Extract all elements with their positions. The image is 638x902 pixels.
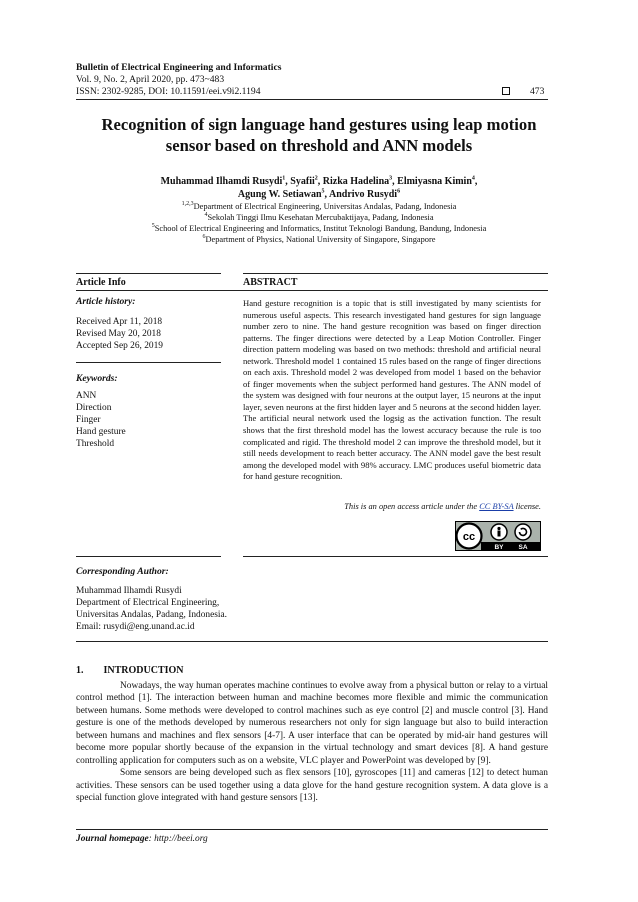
corresponding-author-name: Muhammad Ilhamdi Rusydi (76, 586, 182, 596)
intro-paragraph-2: Some sensors are being developed such as flex sensors [10], gyroscopes [11] and cameras [12] to detect human activities. These sensors can be used together using a data glove for the hand gesture recognition system. A data glove is a special function glove integrated with hand gesture sensors [13]. (76, 768, 548, 804)
front-matter-bottom-rule (76, 641, 548, 642)
affiliation-2-text: Sekolah Tinggi Ilmu Kesehatan Mercubaktijaya, Padang, Indonesia (207, 213, 434, 222)
history-rule (76, 362, 221, 363)
license-statement (243, 502, 541, 511)
author-5: Agung W. Setiawan (237, 189, 322, 200)
affiliation-2 (60, 212, 578, 223)
keyword-item: Finger (76, 415, 101, 425)
cc-sa-label: SA (518, 544, 528, 551)
introduction-body (76, 680, 548, 805)
license-prefix: This is an open access article under the (344, 502, 480, 511)
paper-title-line2: sensor based on threshold and ANN models (165, 136, 473, 155)
page-number: 473 (530, 86, 545, 97)
journal-name: Bulletin of Electrical Engineering and Informatics (76, 62, 282, 73)
keyword-item: ANN (76, 391, 97, 401)
abstract-bottom-rule (243, 556, 548, 557)
affiliation-4-sup: 6 (202, 234, 206, 241)
paper-title-line1: Recognition of sign language hand gestures using leap motion (101, 115, 537, 134)
author-3-sup: 3 (389, 175, 393, 182)
cc-by-sa-link[interactable]: CC BY-SA (479, 502, 514, 511)
intro-paragraph-1: Nowadays, the way human operates machine continues to evolve away from a physical button or relay to a virtual control method [1]. The interaction between human and machine becomes more flexible and mimic the communication between humans. Some methods were developed to control machines such as eye control [2] and muscle control [3]. Hand gesture is one of the methods developed by numerous researchers not only for sign language but also to build interaction between humans and machines and flex sensors [4-7]. A user interface that can be operated by mid-air hand gestures will become more popular shortly because of the expansion in the virtual technology and smart devices [8]. A hand gesture controlling application for computers such as on a website, VLC player and PowerPoint was developed by [9]. (76, 681, 548, 766)
accepted-date: Accepted Sep 26, 2019 (76, 341, 163, 351)
corresponding-author-label: Corresponding Author: (76, 566, 169, 577)
journal-volume: Vol. 9, No. 2, April 2020, pp. 473~483 (76, 74, 225, 85)
header-rule (76, 99, 548, 100)
affiliation-3 (60, 223, 578, 234)
corresponding-top-rule (76, 556, 221, 557)
affiliation-4 (60, 234, 578, 245)
footer-rule (76, 829, 548, 830)
author-2-sup: 2 (314, 175, 318, 182)
author-list-line2: Agung W. Setiawan$^5$, Andrivo Rusydi$^6$ (237, 188, 401, 200)
article-info-top-rule (76, 273, 221, 274)
introduction-heading: 1. INTRODUCTION (76, 665, 184, 676)
corresponding-author-email[interactable]: Email: rusydi@eng.unand.ac.id (76, 622, 195, 632)
author-1: Muhammad Ilhamdi Rusydi (160, 176, 283, 187)
affiliation-3-sup: 5 (151, 223, 155, 230)
author-6-sup: 6 (397, 188, 401, 195)
article-history-label: Article history: (76, 296, 136, 307)
svg-text:cc: cc (462, 531, 476, 543)
keyword-item: Direction (76, 403, 112, 413)
affiliation-4-text: Department of Physics, National University of Singapore, Singapore (205, 235, 436, 244)
author-4: Elmiyasna Kimin (397, 176, 472, 187)
cc-license-icon (455, 521, 541, 551)
abstract-heading: ABSTRACT (243, 277, 298, 288)
author-2: Syafii (290, 176, 315, 187)
author-1-sup: 1 (282, 175, 286, 182)
journal-homepage-url: : http://beei.org (148, 834, 208, 844)
section-divider-rule (76, 290, 548, 291)
author-5-sup: 5 (321, 188, 325, 195)
affiliation-3-text: School of Electrical Engineering and Informatics, Institut Teknologi Bandung, Bandung, Indonesia (154, 224, 487, 233)
abstract-text: Hand gesture recognition is a topic that is still investigated by many scientists for numerous useful aspects. This research investigated hand gestures for sign language number zero to nine. The hand gesture recognition was based on finger direction patterns. The finger directions were detected by a Leap Motion Controller. Finger direction pattern modeling was based on two methods: threshold and artificial neural network. Threshold model 1 contained 15 rules based on the range of finger directions on each axis. Threshold model 2 was developed from model 1 based on the behavior of finger movements when the subject performed hand gestures. The ANN model of the system was designed with four neurons at the output layer, 15 neurons at the input layer, seven neurons at the first hidden layer and 5 neurons at the second hidden layer. The artificial neural network used the logsig as the activation function. The result shows that the first threshold model has the lowest accuracy because the rule is too complicated and rigid. The threshold model 2 can improve the threshold model, but it still needs development to reach better accuracy. The ANN model gave the best result among the developed model with 98% accuracy. LMC produces useful biometric data for hand gesture recognition. (243, 298, 541, 482)
checkbox-square-icon (502, 87, 510, 95)
author-4-sup: 4 (471, 175, 475, 182)
revised-date: Revised May 20, 2018 (76, 329, 161, 339)
author-list-line1: Muhammad Ilhamdi Rusydi$^1$, Syafii$^2$, Rizka Hadelina$^3$, Elmiyasna Kimin$^4$, (160, 175, 478, 187)
keyword-item: Threshold (76, 439, 115, 449)
received-date: Received Apr 11, 2018 (76, 317, 163, 327)
affiliation-2-sup: 4 (204, 212, 208, 219)
corresponding-author-dept: Department of Electrical Engineering, (76, 598, 220, 608)
keyword-item: Hand gesture (76, 427, 126, 437)
cc-by-label: BY (494, 544, 504, 551)
affiliation-1-sup: 1,2,3 (181, 201, 194, 208)
corresponding-author-univ: Universitas Andalas, Padang, Indonesia. (76, 610, 228, 620)
journal-homepage-label: Journal homepage (76, 834, 149, 844)
paper-title (60, 114, 578, 156)
article-info-heading: Article Info (76, 277, 126, 288)
license-suffix: license. (513, 502, 541, 511)
affiliation-1-text: Department of Electrical Engineering, Universitas Andalas, Padang, Indonesia (193, 202, 457, 211)
affiliation-1 (60, 201, 578, 212)
keywords-label: Keywords: (76, 373, 118, 384)
author-3: Rizka Hadelina (322, 176, 390, 187)
cc-by-sa-badge[interactable] (455, 521, 541, 551)
author-6: Andrivo Rusydi (329, 189, 398, 200)
abstract-top-rule (243, 273, 548, 274)
journal-issn-doi: ISSN: 2302-9285, DOI: 10.11591/eei.v9i2.1194 (76, 86, 261, 97)
journal-homepage[interactable] (76, 834, 208, 844)
